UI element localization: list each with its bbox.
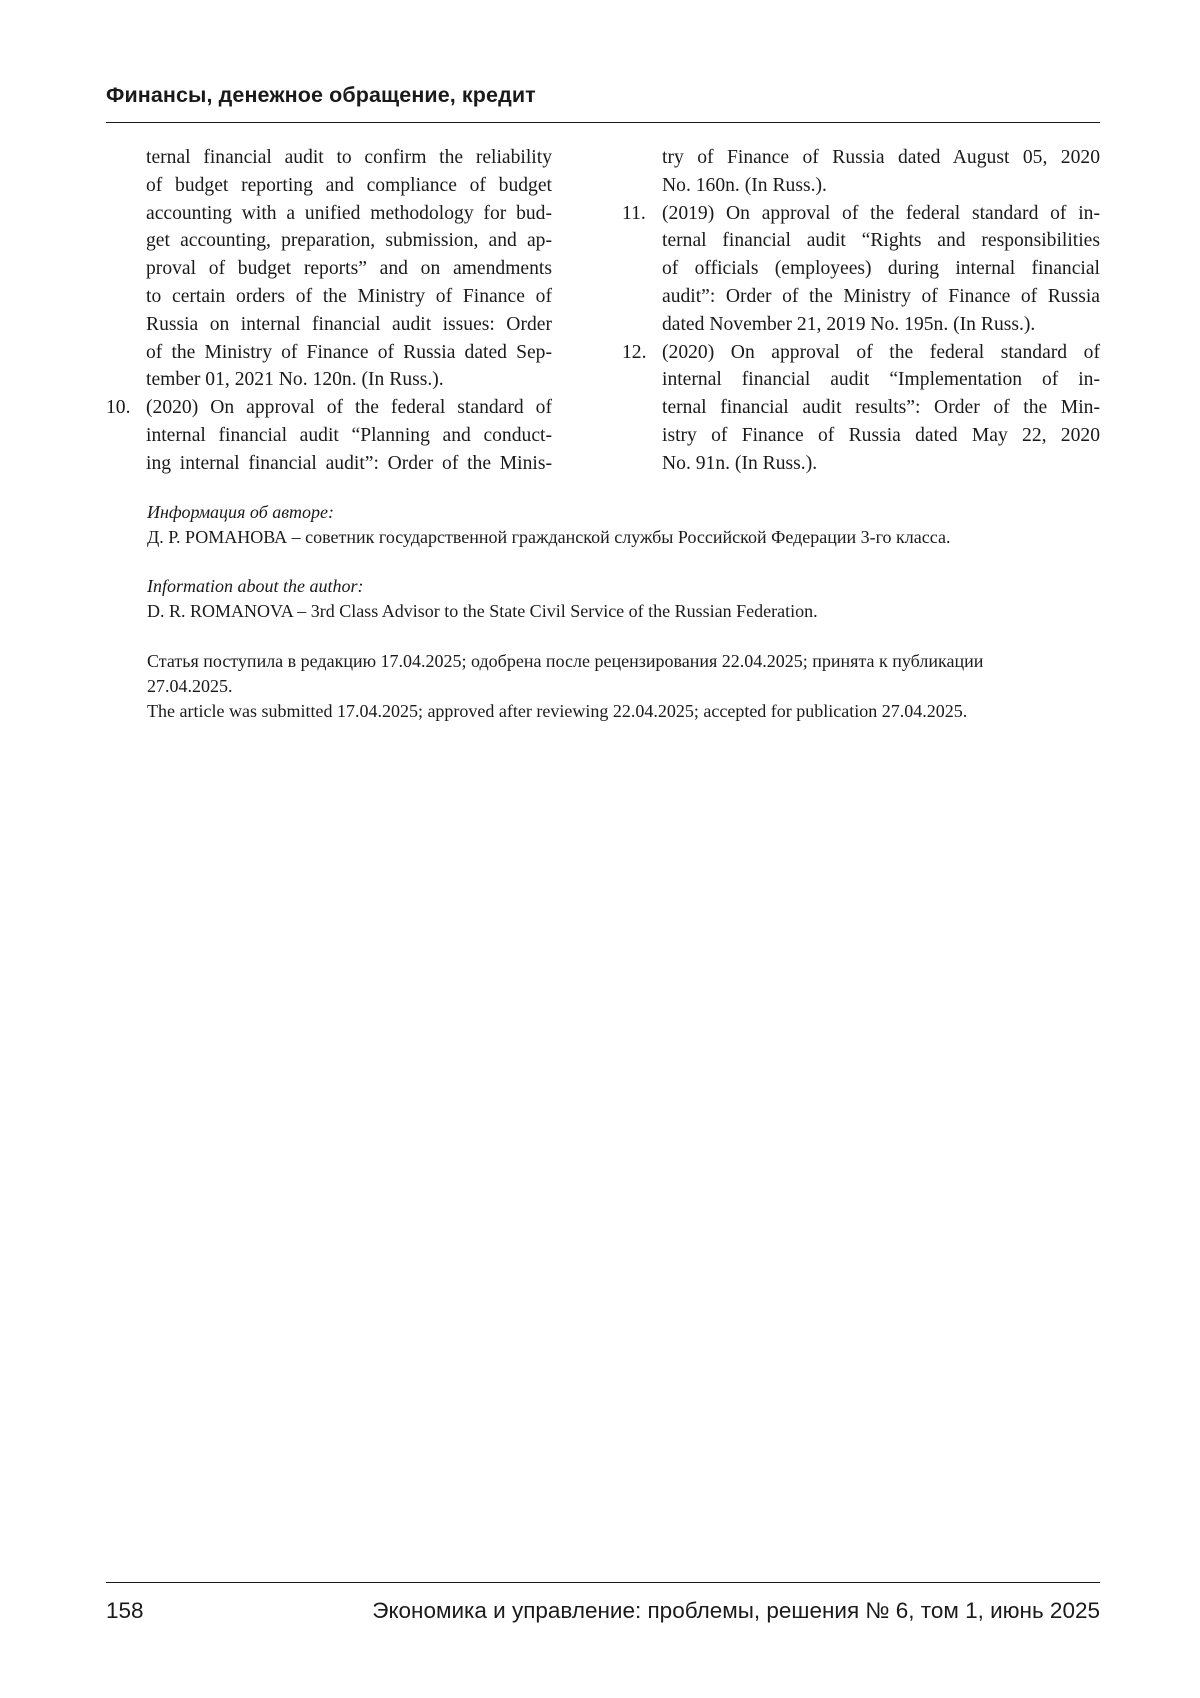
author-info-ru-text: Д. Р. РОМАНОВА – советник государственной гражданской службы Российской Федерации 3-го класса. xyxy=(147,525,1102,550)
reference-line: No. 91n. (In Russ.). xyxy=(662,450,1100,478)
reference-line: audit”: Order of the Ministry of Finance of Russia xyxy=(662,283,1100,311)
article-dates-en: The article was submitted 17.04.2025; approved after reviewing 22.04.2025; accepted for publication 27.04.2025. xyxy=(147,699,1102,724)
reference-11 xyxy=(622,200,1100,339)
author-info-ru xyxy=(147,500,1102,550)
reference-line: No. 160n. (In Russ.). xyxy=(662,172,1100,200)
reference-line: (2019) On approval of the federal standard of in- xyxy=(662,200,1100,228)
reference-line: dated November 21, 2019 No. 195n. (In Russ.). xyxy=(662,311,1100,339)
reference-line: get accounting, preparation, submission, and ap- xyxy=(146,227,552,255)
references-right-column xyxy=(622,144,1100,478)
reference-line: proval of budget reports” and on amendments xyxy=(146,255,552,283)
author-info-en-text: D. R. ROMANOVA – 3rd Class Advisor to the State Civil Service of the Russian Federation. xyxy=(147,599,1102,624)
reference-line: to certain orders of the Ministry of Finance of xyxy=(146,283,552,311)
reference-line: istry of Finance of Russia dated May 22, 2020 xyxy=(662,422,1100,450)
reference-line: ternal financial audit results”: Order of the Min- xyxy=(662,394,1100,422)
reference-line: of officials (employees) during internal financial xyxy=(662,255,1100,283)
reference-line: (2020) On approval of the federal standard of xyxy=(146,394,552,422)
reference-number: 11. xyxy=(622,200,646,228)
article-dates xyxy=(147,649,1102,724)
author-info-en xyxy=(147,574,1102,624)
reference-line: try of Finance of Russia dated August 05, 2020 xyxy=(662,144,1100,172)
reference-line: ternal financial audit “Rights and responsibilities xyxy=(662,227,1100,255)
reference-line: (2020) On approval of the federal standard of xyxy=(662,339,1100,367)
references-left-column xyxy=(106,144,552,478)
article-dates-ru-line2: 27.04.2025. xyxy=(147,674,1102,699)
page-number: 158 xyxy=(106,1598,144,1624)
reference-line: internal financial audit “Implementation of in- xyxy=(662,366,1100,394)
reference-line: Russia on internal financial audit issues: Order xyxy=(146,311,552,339)
author-info-en-heading: Information about the author: xyxy=(147,574,1102,599)
header-rule xyxy=(106,122,1100,123)
author-info-ru-heading: Информация об авторе: xyxy=(147,500,1102,525)
reference-line: ing internal financial audit”: Order of the Minis- xyxy=(146,450,552,478)
article-dates-ru-line1: Статья поступила в редакцию 17.04.2025; одобрена после рецензирования 22.04.2025; принята к публикации xyxy=(147,649,1102,674)
reference-12 xyxy=(622,339,1100,478)
reference-line: internal financial audit “Planning and conduct- xyxy=(146,422,552,450)
reference-number: 10. xyxy=(106,394,131,422)
journal-citation: Экономика и управление: проблемы, решения № 6, том 1, июнь 2025 xyxy=(372,1598,1100,1624)
reference-line: accounting with a unified methodology for bud- xyxy=(146,200,552,228)
running-head-section-title: Финансы, денежное обращение, кредит xyxy=(106,83,536,108)
reference-line: tember 01, 2021 No. 120n. (In Russ.). xyxy=(146,366,552,394)
reference-9-continuation xyxy=(106,144,552,394)
reference-10-continuation xyxy=(622,144,1100,200)
reference-number: 12. xyxy=(622,339,647,367)
footer-rule xyxy=(106,1582,1100,1583)
reference-10 xyxy=(106,394,552,477)
reference-line: of budget reporting and compliance of budget xyxy=(146,172,552,200)
reference-line: of the Ministry of Finance of Russia dated Sep- xyxy=(146,339,552,367)
reference-line: ternal financial audit to confirm the reliability xyxy=(146,144,552,172)
